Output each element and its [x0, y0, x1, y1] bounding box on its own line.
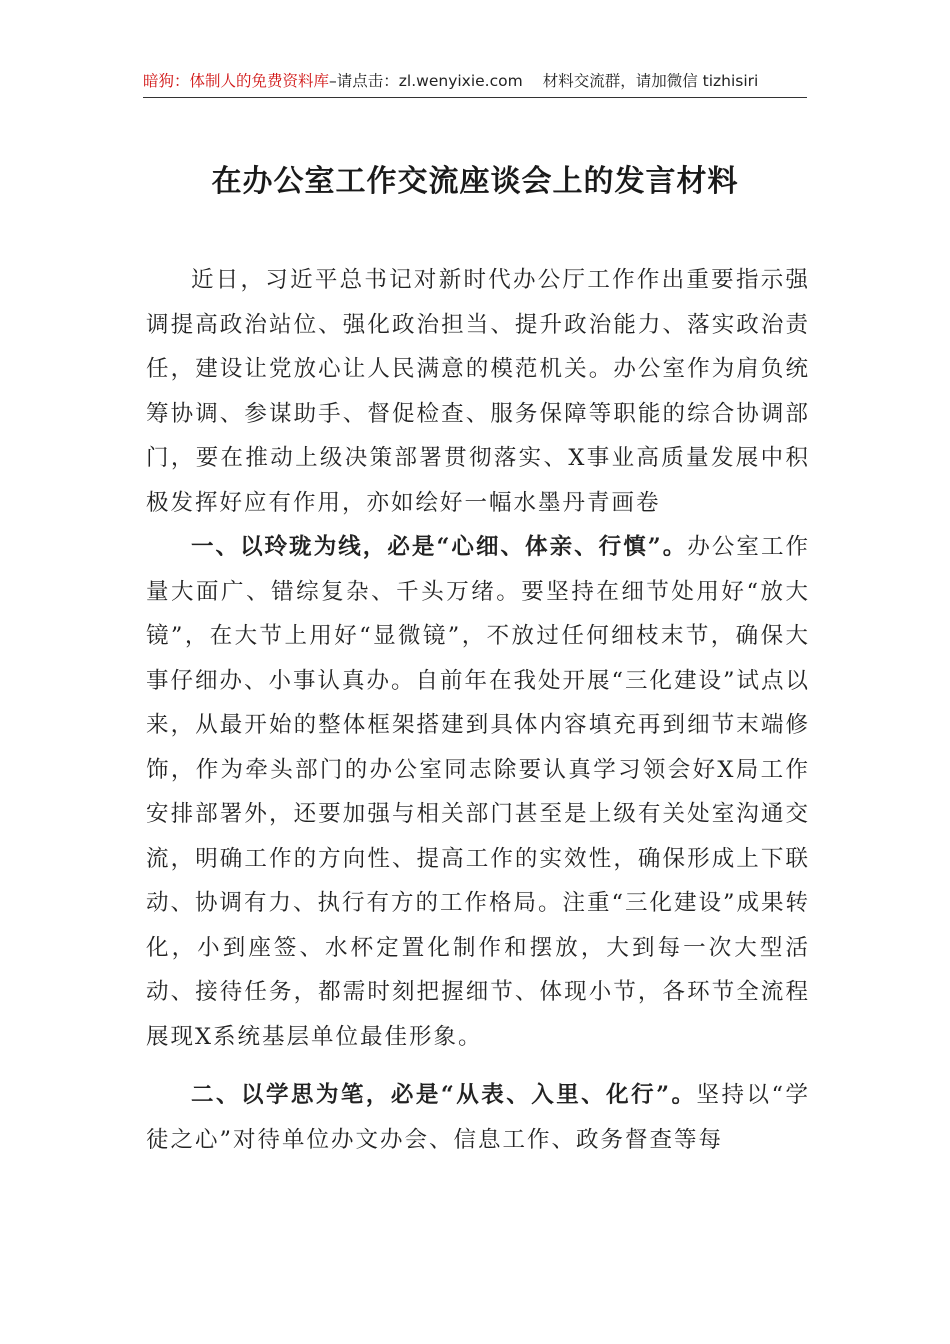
page-header	[143, 66, 807, 96]
header-click-prompt: –请点击：	[329, 72, 399, 90]
section-heading: 一、以玲珑为线，必是“心细、体亲、行慎”。	[191, 534, 688, 560]
paragraph-text: 办公室工作量大面广、错综复杂、千头万绪。要坚持在细节处用好“放大镜”，在大节上用好“显微镜”，不放过任何细枝末节，确保大事仔细办、小事认真办。自前年在我处开展“三化建设”试点以来，从最开始的整体框架搭建到具体内容填充再到细节末端修饰，作为牵头部门的办公室同志除要认真学习领会好X局工作安排部署外，还要加强与相关部门甚至是上级有关处室沟通交流，明确工作的方向性、提高工作的实效性，确保形成上下联动、协调有力、执行有方的工作格局。注重“三化建设”成果转化，小到座签、水杯定置化制作和摆放，大到每一次大型活动、接待任务，都需时刻把握细节、体现小节，各环节全流程展现X系统基层单位最佳形象。	[146, 534, 811, 1050]
paragraph-gap	[146, 1059, 810, 1073]
paragraph-section-1	[146, 525, 810, 1059]
paragraph-intro	[146, 258, 810, 525]
header-url-link[interactable]: zl.wenyixie.com	[398, 72, 523, 90]
document-title: 在办公室工作交流座谈会上的发言材料	[211, 164, 739, 199]
section-heading: 二、以学思为笔，必是“从表、入里、化行”。	[191, 1082, 697, 1108]
header-wechat: 材料交流群，请加微信 tizhisiri	[542, 72, 759, 90]
paragraph-text: 坚持以“学徒之心”对待单位办文办会、信息工作、政务督查等每	[146, 1082, 810, 1153]
document-body	[146, 258, 810, 1162]
paragraph-text: 近日，习近平总书记对新时代办公厅工作作出重要指示强调提高政治站位、强化政治担当、提升政治能力、落实政治责任，建设让党放心让人民满意的模范机关。办公室作为肩负统筹协调、参谋助手、督促检查、服务保障等职能的综合协调部门，要在推动上级决策部署贯彻落实、X事业高质量发展中积极发挥好应有作用，亦如绘好一幅水墨丹青画卷	[146, 267, 810, 516]
paragraph-section-2	[146, 1073, 810, 1162]
header-brand: 暗狗：体制人的免费资料库	[143, 72, 330, 90]
header-divider	[143, 97, 807, 98]
